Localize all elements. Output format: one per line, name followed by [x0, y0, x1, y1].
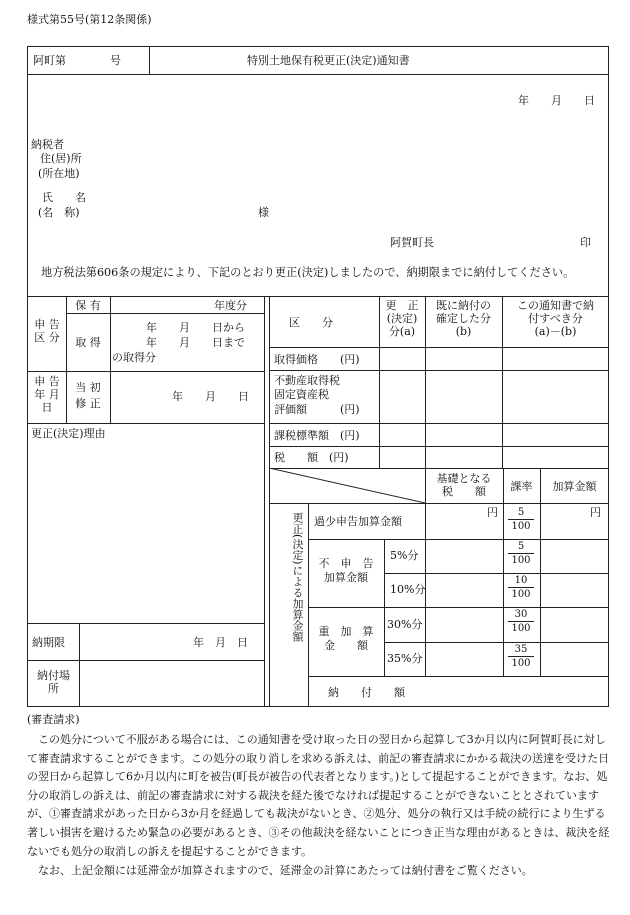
issuer-name: 阿賀町長: [390, 236, 434, 249]
nonfiling-label: 不 申 告 加算金額: [318, 557, 374, 585]
notice-number: 阿町第 号: [33, 54, 121, 67]
heavy-additional-label: 重 加 算 金 額: [318, 625, 374, 653]
holding-year: 年度分: [214, 299, 247, 312]
initial-label: 当 初: [75, 381, 101, 394]
revision-label: 修 正: [75, 397, 101, 410]
acquisition-price-label: 取得価格 (円): [274, 353, 360, 366]
due-date: 年 月 日: [193, 636, 248, 649]
name-label: 氏 名: [42, 191, 86, 204]
payment-amount-label: 納 付 額: [328, 686, 405, 699]
document-title: 特別土地保有税更正(決定)通知書: [247, 54, 410, 67]
revision-reason-label: 更正(決定)理由: [31, 427, 106, 440]
paid-amount-header: 既に納付の 確定した分 (b): [436, 299, 491, 339]
declaration-date: 年 月 日: [172, 390, 249, 403]
honorific: 様: [258, 206, 269, 219]
issue-date: 年 月 日: [518, 94, 595, 107]
acquisition-to: 年 月 日まで: [146, 336, 245, 349]
late-fee-note: なお、上記金額には延滞金が加算されますので、延滞金の計算にあたっては納付書をご覧ください。: [27, 864, 533, 877]
nonfiling-10pct: 10%分: [390, 583, 426, 596]
yen-unit: 円: [487, 506, 498, 519]
rate-fraction-underreport: $\frac{5}{100}$: [508, 507, 534, 532]
category-header: 区 分: [289, 316, 333, 329]
rate-fraction-30pct: $\frac{30}{100}$: [508, 609, 534, 634]
acquisition-suffix: の取得分: [112, 351, 156, 364]
underreport-label: 過少申告加算金額: [314, 515, 402, 528]
holding-label: 保 有: [75, 299, 101, 312]
acquisition-label: 取 得: [75, 336, 101, 349]
payable-amount-header: この通知書で納 付すべき分 (a)－(b): [517, 299, 594, 339]
review-request-title: (審査請求): [27, 713, 80, 726]
address-label: 住(居)所: [40, 152, 82, 165]
acquisition-from: 年 月 日から: [146, 321, 245, 334]
tax-amount-label: 税 額 (円): [274, 451, 349, 464]
rate-header: 課率: [510, 480, 533, 493]
rate-fraction-5pct: $\frac{5}{100}$: [508, 541, 534, 566]
form-number: 様式第55号(第12条関係): [27, 13, 152, 26]
heavy-35pct: 35%分: [387, 652, 423, 665]
tax-base-label: 課税標準額 (円): [274, 429, 360, 442]
diagonal-line: [269, 468, 426, 504]
org-name-label: (名 称): [38, 206, 80, 219]
declaration-category-label: 申 告 区 分: [34, 318, 60, 345]
intro-text: 地方税法第606条の規定により、下記のとおり更正(決定)しましたので、納期限までに納付してください。: [41, 266, 575, 279]
base-tax-header: 基礎となる 税 額: [436, 472, 492, 499]
yen-unit-add: 円: [590, 506, 601, 519]
location-label: (所在地): [38, 167, 80, 180]
declaration-date-label: 申 告 年 月 日: [34, 375, 60, 415]
taxpayer-label: 納税者: [31, 138, 64, 151]
revised-amount-header: 更 正 (決定) 分(a): [385, 299, 419, 339]
heavy-30pct: 30%分: [387, 618, 423, 631]
rate-fraction-35pct: $\frac{35}{100}$: [508, 644, 534, 669]
seal-mark: 印: [580, 236, 591, 249]
payment-place-label: 納付場 所: [37, 669, 70, 696]
due-date-label: 納期限: [32, 636, 65, 649]
review-request-text: この処分について不服がある場合には、この通知書を受け取った日の翌日から起算して3か月以内に阿賀町長に対して審査請求することができます。この処分の取り消しを求める訴えは、前記の審査請求にかかる裁決の送達を受けた日の翌日から起算して6か月以内に町を被告(町長が被告の代表者となります。)として提起することができます。なお、処分の取消しの訴えは、前記の審査請求に対する裁決を経た後でなければ提起することができないこととされていますが、①審査請求があった日から3か月を経過しても裁決がないとき、②処分、処分の執行又は手続の続行により生ずる著しい損害を避けるため緊急の必要があるとき、③その他裁決を経ないことにつき正当な理由があるときは、裁決を経ないでも処分の取消しの訴えを提起することができます。: [27, 733, 610, 858]
nonfiling-5pct: 5%分: [390, 549, 419, 562]
assessed-value-label: 不動産取得税 固定資産税 評価額 (円): [274, 374, 360, 416]
additional-amount-header: 加算金額: [552, 480, 597, 493]
rate-fraction-10pct: $\frac{10}{100}$: [508, 575, 534, 600]
additional-tax-side-label: 更正(決定)による加算金額: [291, 512, 304, 642]
